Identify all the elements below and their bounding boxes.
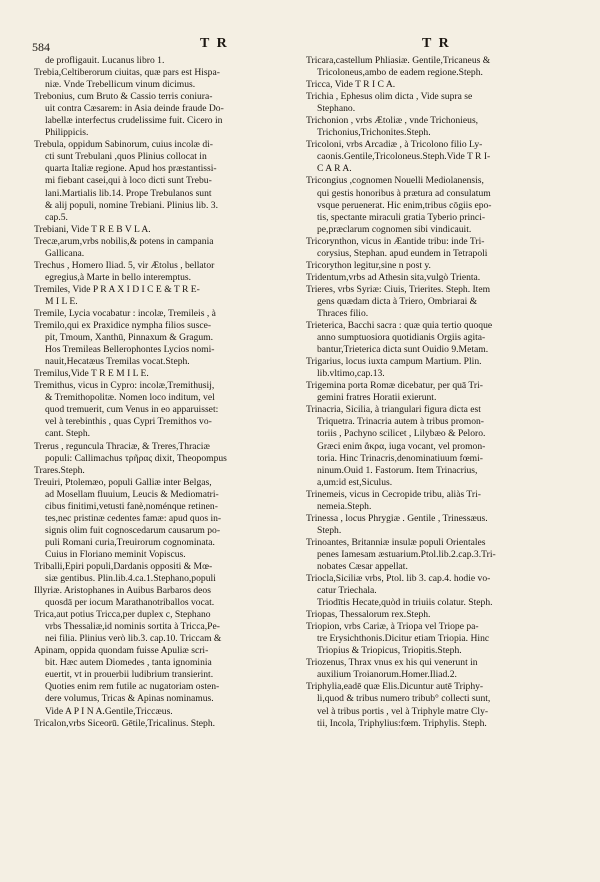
text-line: Tridentum,vrbs ad Athesin sita,vulgò Trienta. xyxy=(306,271,481,283)
header-letters-right: T R xyxy=(422,36,451,51)
text-line: Tricorython legitur,sine n post y. xyxy=(306,259,431,271)
text-line: li,quod & tribus numero tribub° collecti sunt, xyxy=(317,693,491,705)
text-line: Trares.Steph. xyxy=(34,464,85,476)
text-line: Gallicana. xyxy=(45,247,85,259)
text-line: corysius, Stephan. apud eundem in Tetrapoli xyxy=(317,247,488,259)
text-line: Trichia , Ephesus olim dicta , Vide supra se xyxy=(306,91,473,103)
text-line: nobates Cæsar appellat. xyxy=(317,560,408,572)
text-line: Trichonion , vrbs Ætoliæ , vnde Trichonieus, xyxy=(306,115,479,127)
left-column xyxy=(34,55,294,730)
text-line: siæ gentibus. Plin.lib.4.ca.1.Stephano,populi xyxy=(45,573,216,585)
text-line: Triphylia,eadē quæ Elis.Dicuntur autē Triphy- xyxy=(306,681,484,693)
text-line: Tricara,castellum Phliasiæ. Gentile,Tricaneus & xyxy=(306,55,491,66)
text-line: labellæ interfectus crudelissime fuit. Cicero in xyxy=(45,115,223,127)
text-line: Tremile, Lycia vocabatur : incolæ, Tremileis , à xyxy=(34,307,216,319)
text-line: Triopion, vrbs Cariæ, à Triopa vel Triope pa- xyxy=(306,621,479,633)
text-line: Trichonius,Trichonites.Steph. xyxy=(317,127,431,139)
text-line: bantur,Trieterica dicta sunt Ouidio 9.Metam. xyxy=(317,344,489,356)
text-line: Triquetra. Trinacria autem à tribus promon- xyxy=(317,416,484,428)
text-line: Tricca, Vide T R I C A. xyxy=(306,79,396,91)
text-line: signis olim fuit cognoscedarum causarum po- xyxy=(45,524,221,536)
text-line: Tricoloneus,ambo de eadem regione.Steph. xyxy=(317,67,483,79)
text-line: C A R A. xyxy=(317,163,352,175)
header-letters-left: T R xyxy=(200,36,229,51)
text-line: ad Mosellam fluuium, Leucis & Mediomatri- xyxy=(45,488,219,500)
text-line: de profligauit. Lucanus libro 1. xyxy=(45,55,165,66)
text-line: Triodītis Hecate,quòd in triuiis colatur. Steph. xyxy=(317,597,493,609)
text-line: catur Triechala. xyxy=(317,585,377,597)
text-line: lib.vltimo,cap.13. xyxy=(317,368,385,380)
text-line: uit contra Cæsarem: in Asia deinde fraude Do- xyxy=(45,103,224,115)
text-line: M I L E. xyxy=(45,295,78,307)
text-line: ninum.Ouid 1. Fastorum. Item Trinacrius, xyxy=(317,464,478,476)
text-line: Trebiani, Vide T R E B V L A. xyxy=(34,223,151,235)
text-line: auxilium Troianorum.Homer.Iliad.2. xyxy=(317,669,457,681)
text-line: Trinoantes, Britanniæ insulæ populi Orientales xyxy=(306,536,486,548)
text-line: tii, Incola, Triphylius:fœm. Triphylis. Steph. xyxy=(317,717,487,729)
text-line: Tricalon,vrbs Siceorū. Gētile,Tricalinus. Steph. xyxy=(34,717,216,729)
page-number: 584 xyxy=(32,40,50,54)
text-line: Triozenus, Thrax vnus ex his qui venerunt in xyxy=(306,657,478,669)
text-line: Triballi,Epiri populi,Dardanis oppositi & Mœ- xyxy=(34,560,213,572)
text-line: vel à tribus portis , vel à Triphyle matre Cly- xyxy=(317,705,489,717)
text-line: Trebia,Celtiberorum ciuitas, quæ pars est Hispa- xyxy=(34,67,220,79)
text-line: anno sumptuosiora quotidianis Orgiis agita- xyxy=(317,332,486,344)
text-line: euertit, vt in prouerbii ludibrium transierint. xyxy=(45,669,214,681)
text-line: puli Romani curia,Treuirorum cognominata. xyxy=(45,536,215,548)
text-line: Tricongius ,cognomen Nouelli Mediolanensis, xyxy=(306,175,484,187)
text-line: Tricoloni, vrbs Arcadiæ , à Tricolono filio Ly- xyxy=(306,139,483,151)
text-line: caonis.Gentile,Tricoloneus.Steph.Vide T R I- xyxy=(317,151,491,163)
text-line: Triocla,Siciliæ vrbs, Ptol. lib 3. cap.4. hodie vo- xyxy=(306,573,491,585)
text-line: Tremilo,qui ex Praxidice nympha filios susce- xyxy=(34,320,212,332)
text-line: Illyriæ. Aristophanes in Auibus Barbaros deos xyxy=(34,585,211,597)
text-line: tre Erysichthonis.Dicitur etiam Triopia. Hinc xyxy=(317,633,490,645)
text-line: a,um:id est,Siculus. xyxy=(317,476,393,488)
text-line: dere volumus, Tricas & Apinas nominamus. xyxy=(45,693,214,705)
text-line: pe,præclarum cognomen sibi vindicauit. xyxy=(317,223,472,235)
text-line: Tremithus, vicus in Cypro: incolæ,Tremithusij, xyxy=(34,380,215,392)
text-line: tis, spectante miraculi gratia Tyberio princi- xyxy=(317,211,486,223)
text-line: tes,nec pristinæ cedentes famæ: apud quos in- xyxy=(45,512,222,524)
text-line: Græci enim ἄκρα, iuga vocant, vel promon- xyxy=(317,440,486,452)
text-line: toria. Hinc Trinacris,denominatiuum fœmi- xyxy=(317,452,484,464)
text-line: qui gestis honoribus à prætura ad consulatum xyxy=(317,187,491,199)
text-line: nemeia.Steph. xyxy=(317,500,372,512)
text-line: Trerus , reguncula Thraciæ, & Treres,Thraciæ xyxy=(34,440,210,452)
text-line: Vide A P I N A.Gentile,Triccæus. xyxy=(45,705,173,717)
text-line: gemini fratres Horatii exierunt. xyxy=(317,392,437,404)
text-line: Tricorynthon, vicus in Æantide tribu: inde Tri- xyxy=(306,235,485,247)
text-line: mi fiebant casei,qui à loco dicti sunt Trebu- xyxy=(45,175,212,187)
text-line: Trebula, oppidum Sabinorum, cuius incolæ di- xyxy=(34,139,213,151)
text-line: cap.5. xyxy=(45,211,68,223)
text-line: quosdā per iocum Marathanotriballos vocat. xyxy=(45,597,215,609)
text-line: Tremiles, Vide P R A X I D I C E & T R E- xyxy=(34,283,200,295)
text-line: cibus finitimi,vetusti fanè,noménque retinen- xyxy=(45,500,218,512)
running-header xyxy=(32,36,572,56)
text-line: Stephano. xyxy=(317,103,356,115)
text-line: Trigemina porta Romæ dicebatur, per quā Tri- xyxy=(306,380,483,392)
text-line: Trechus , Homero Iliad. 5, vir Ætolus , bellator xyxy=(34,259,215,271)
text-line: pit, Tmoum, Xanthū, Pinnaxum & Gragum. xyxy=(45,332,213,344)
text-line: Steph. xyxy=(317,524,342,536)
text-line: & alij populi, nomine Trebiani. Plinius lib. 3. xyxy=(45,199,218,211)
text-line: Treuiri, Ptolemæo, populi Galliæ inter Belgas, xyxy=(34,476,212,488)
text-line: quod tremuerit, cum Venus in eo apparuisset: xyxy=(45,404,219,416)
text-line: & Tremithopolitæ. Nomen loco inditum, vel xyxy=(45,392,215,404)
text-line: Hos Tremileas Bellerophontes Lycios nomi- xyxy=(45,344,215,356)
text-line: toriis , Pachyno scilicet , Lilybæo & Peloro. xyxy=(317,428,486,440)
text-line: vel à terebinthis , quas Cypri Tremithos vo- xyxy=(45,416,212,428)
text-line: cant. Steph. xyxy=(45,428,91,440)
text-line: Trica,aut potius Tricca,per duplex c, Stephano xyxy=(34,609,211,621)
text-line: Trinemeis, vicus in Cecropide tribu, aliàs Tri- xyxy=(306,488,481,500)
text-line: Trecæ,arum,vrbs nobilis,& potens in campania xyxy=(34,235,214,247)
text-line: Tremilus,Vide T R E M I L E. xyxy=(34,368,149,380)
text-line: Trieres, vrbs Syriæ: Ciuis, Trierites. Steph. Item xyxy=(306,283,491,295)
text-line: Triopius & Triopicus, Triopitis.Steph. xyxy=(317,645,462,657)
text-line: cti sunt Trebulani ,quos Plinius collocat in xyxy=(45,151,207,163)
right-column xyxy=(306,55,566,730)
text-line: lani.Martialis lib.14. Prope Trebulanos sunt xyxy=(45,187,212,199)
text-line: Trebonius, cum Bruto & Cassio terris coniura- xyxy=(34,91,213,103)
text-line: quarta Italiæ regione. Apud hos præstantissi- xyxy=(45,163,217,175)
text-line: Cuius in Floriano meminit Vopiscus. xyxy=(45,548,186,560)
text-line: egregius,à Marte in bello interemptus. xyxy=(45,271,191,283)
text-line: Thraces filio. xyxy=(317,307,369,319)
text-line: bit. Hæc autem Diomedes , tanta ignominia xyxy=(45,657,212,669)
text-line: nei filia. Plinius verò lib.3. cap.10. Triccam & xyxy=(45,633,222,645)
text-line: Philippicis. xyxy=(45,127,89,139)
text-line: gens quædam dicta à Triero, Ombriarai & xyxy=(317,295,478,307)
text-line: vrbs Thessaliæ,id nominis sortita à Tricca,Pe- xyxy=(45,621,220,633)
text-line: nauit,Hecatæus Tremilas vocat.Steph. xyxy=(45,356,190,368)
text-line: populi: Callimachus τρῆρας dixit, Theopompus xyxy=(45,452,227,464)
text-line: Trinacria, Sicilia, à triangulari figura dicta est xyxy=(306,404,481,416)
text-line: Triopas, Thessalorum rex.Steph. xyxy=(306,609,431,621)
text-line: Apinam, oppida quondam fuisse Apuliæ scri- xyxy=(34,645,209,657)
text-line: Trieterica, Bacchi sacra : quæ quia tertio quoque xyxy=(306,320,493,332)
text-line: Trinessa , locus Phrygiæ . Gentile , Trinessæus. xyxy=(306,512,488,524)
text-line: Quoties enim rem futile ac nugatoriam osten- xyxy=(45,681,220,693)
text-line: Trigarius, locus iuxta campum Martium. Plin. xyxy=(306,356,482,368)
text-line: niæ. Vnde Trebellicum vinum dicimus. xyxy=(45,79,196,91)
text-line: vsque peruenerat. Hic enim,tribus cōgiis epo- xyxy=(317,199,492,211)
text-line: penes Iamesam æstuarium.Ptol.lib.2.cap.3.Tri- xyxy=(317,548,496,560)
